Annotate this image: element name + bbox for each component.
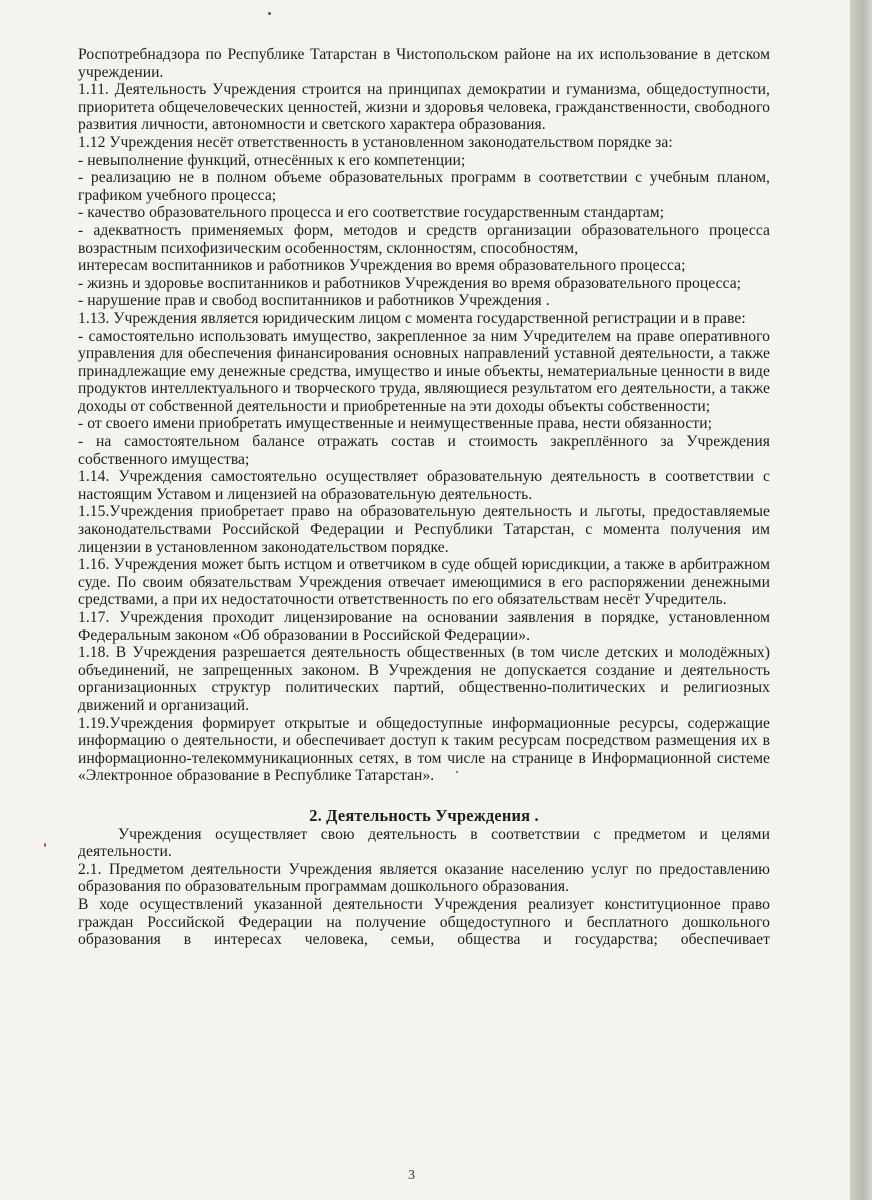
- scan-speck: [268, 12, 271, 15]
- paragraph-2-1: 2.1. Предметом деятельности Учреждения является оказание населению услуг по предоставлению образования по образовательным программам дошкольного образования.: [78, 860, 770, 896]
- list-item-property: - самостоятельно использовать имущество, закрепленное за ним Учредителем на праве оперативного управления для обеспечения финансирования основных направлений уставной деятельности, а также принадлежащие ему денежные средства, имущество и иные объекты, нематериальные ценности в виде продуктов интеллектуального и творческого труда, являющиеся результатом его деятельности, а также доходы от собственной деятельности и приобретенные на эти доходы объекты собственности;: [78, 327, 770, 415]
- paragraph-1-19: 1.19.Учреждения формирует открытые и общедоступные информационные ресурсы, содержащие информацию о деятельности, и обеспечивает доступ к таким ресурсам посредством размещения их в информационно-телекоммуникационных сетях, в том числе на странице в Информационной системе «Электронное образование в Республике Татарстан».: [78, 714, 770, 785]
- paragraph-1-13: 1.13. Учреждения является юридическим лицом с момента государственной регистрации и в праве:: [78, 309, 746, 327]
- paragraph-section-2-intro: Учреждения осуществляет свою деятельность в соответствии с предметом и целями деятельности.: [78, 825, 770, 861]
- list-item-rights: - нарушение прав и свобод воспитанников и работников Учреждения .: [78, 292, 550, 310]
- list-item-functions: - невыполнение функций, отнесённых к его компетенции;: [78, 151, 466, 169]
- list-item-adequacy: - адекватность применяемых форм, методов и средств организации образовательного процесса возрастным психофизическим особенностям, склонностям, способностям,: [78, 221, 770, 257]
- list-item-health: - жизнь и здоровье воспитанников и работников Учреждения во время образовательного процесса;: [78, 274, 742, 292]
- paragraph-1-12: 1.12 Учреждения несёт ответственность в установленном законодательством порядке за:: [78, 133, 673, 151]
- paragraph-1-16: 1.16. Учреждения может быть истцом и ответчиком в суде общей юрисдикции, а также в арбитражном суде. По своим обязательствам Учреждения отвечает имеющимися в его распоряжении денежными средствами, а при их недостаточности ответственность по его обязательствам несёт Учредитель.: [78, 556, 770, 609]
- paragraph-1-15: 1.15.Учреждения приобретает право на образовательную деятельность и льготы, предоставляемые законодательствами Российской Федерации и Республики Татарстан, с момента получения им лицензии в установленном законодательством порядке.: [78, 503, 770, 556]
- paragraph-rospotrebnadzor: Роспотребнадзора по Республике Татарстан в Чистопольском районе на их использование в детском учреждении.: [78, 46, 770, 81]
- page-number: 3: [408, 1168, 415, 1183]
- list-item-quality: - качество образовательного процесса и его соответствие государственным стандартам;: [78, 204, 665, 222]
- paragraph-constitutional-right: В ходе осуществлений указанной деятельности Учреждения реализует конституционное право граждан Российской Федерации на получение общедоступного и бесплатного дошкольного образования в интересах человека, семьи, общества и государства; обеспечивает: [78, 895, 770, 949]
- list-item-own-name: - от своего имени приобретать имущественные и неимущественные права, нести обязанности;: [78, 415, 712, 433]
- list-item-programs: - реализацию не в полном объеме образовательных программ в соответствии с учебным планом, графиком учебного процесса;: [78, 169, 770, 204]
- document-body: [78, 46, 770, 949]
- paragraph-1-11: 1.11. Деятельность Учреждения строится на принципах демократии и гуманизма, общедоступности, приоритета общечеловеческих ценностей, жизни и здоровья человека, гражданственности, свободного развития личности, автономности и светского характера образования.: [78, 81, 770, 134]
- section-heading-2: 2. Деятельность Учреждения .: [309, 805, 539, 825]
- paragraph-1-14: 1.14. Учреждения самостоятельно осуществляет образовательную деятельность в соответствии с настоящим Уставом и лицензией на образовательную деятельность.: [78, 468, 770, 503]
- scan-speck: [456, 771, 458, 773]
- list-item-balance: - на самостоятельном балансе отражать состав и стоимость закреплённого за Учреждения собственного имущества;: [78, 433, 770, 468]
- scan-speck: [44, 843, 46, 847]
- scanner-edge: [850, 0, 872, 1200]
- paragraph-1-17: 1.17. Учреждения проходит лицензирование на основании заявления в порядке, установленном Федеральным законом «Об образовании в Российской Федерации».: [78, 609, 770, 644]
- list-item-interests: интересам воспитанников и работников Учреждения во время образовательного процесса;: [78, 257, 686, 275]
- paragraph-1-18: 1.18. В Учреждения разрешается деятельность общественных (в том числе детских и молодёжных) объединений, не запрещенных законом. В Учреждения не допускается создание и деятельность организационных структур политических партий, общественно-политических и религиозных движений и организаций.: [78, 644, 770, 714]
